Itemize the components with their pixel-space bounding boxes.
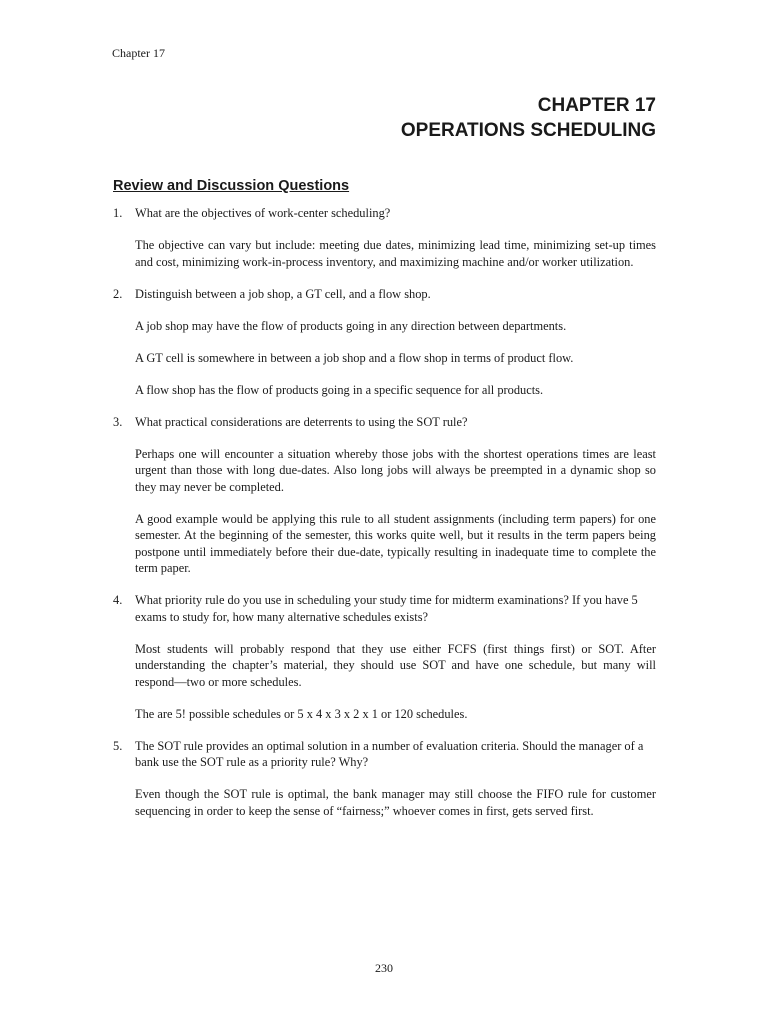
section-heading: Review and Discussion Questions [113, 178, 350, 194]
question-number: 1. [113, 206, 123, 220]
answer-paragraph: A job shop may have the flow of products going in any direction between departments. [135, 318, 567, 333]
answer-paragraph: Most students will probably respond that they use either FCFS (first things first) or SOT. After understanding the chapter’s material, they should use SOT and have one schedule, but many will respond—two or more schedules. [135, 641, 656, 689]
answer-paragraph: Even though the SOT rule is optimal, the bank manager may still choose the FIFO rule for customer sequencing in order to keep the sense of “fairness;” whoever comes in first, gets served first. [135, 787, 656, 818]
question-number: 3. [113, 414, 123, 429]
answer-paragraph: The are 5! possible schedules or 5 x 4 x 3 x 2 x 1 or 120 schedules. [135, 706, 468, 721]
page-number: 230 [375, 961, 393, 975]
questions-list [113, 205, 656, 835]
question-text: The SOT rule provides an optimal solution in a number of evaluation criteria. Should the manager of a bank use the SOT rule as a priority rule? Why? [135, 738, 644, 769]
question-text: What priority rule do you use in scheduling your study time for midterm examinations? If you have 5 exams to study for, how many alternative schedules exists? [135, 593, 638, 624]
question-number: 4. [113, 593, 123, 607]
answer-paragraph: A good example would be applying this rule to all student assignments (including term papers) for one semester. At the beginning of the semester, this works quite well, but it results in the term papers being postpone until immediately before their due-date, typically resulting in inadequate time to complete the term paper. [135, 511, 656, 575]
chapter-header-label: Chapter 17 [112, 46, 165, 60]
question-item-5 [113, 738, 656, 771]
chapter-name-title: OPERATIONS SCHEDULING [400, 120, 656, 141]
question-number: 2. [113, 286, 123, 301]
answer-paragraph: A GT cell is somewhere in between a job shop and a flow shop in terms of product flow. [135, 350, 574, 365]
question-number: 5. [113, 738, 123, 753]
question-item-1 [113, 205, 656, 222]
question-text: Distinguish between a job shop, a GT cell, and a flow shop. [135, 286, 431, 301]
question-item-3 [113, 414, 656, 431]
question-item-4 [113, 592, 656, 625]
answer-paragraph: The objective can vary but include: meeting due dates, minimizing lead time, minimizing set-up times and cost, minimizing work-in-process inventory, and maximizing machine and/or worker utilization. [135, 238, 656, 269]
chapter-number-title: CHAPTER 17 [537, 95, 656, 116]
question-item-2 [113, 286, 656, 303]
answer-paragraph: A flow shop has the flow of products going in a specific sequence for all products. [135, 382, 544, 397]
answer-paragraph: Perhaps one will encounter a situation whereby those jobs with the shortest operations times are least urgent than those with long due-dates. Also long jobs will always be preempted in a dynamic shop so they may never be completed. [135, 446, 656, 494]
chapter-title-block [401, 93, 656, 143]
question-text: What practical considerations are deterrents to using the SOT rule? [135, 414, 468, 429]
question-text: What are the objectives of work-center scheduling? [135, 206, 391, 220]
